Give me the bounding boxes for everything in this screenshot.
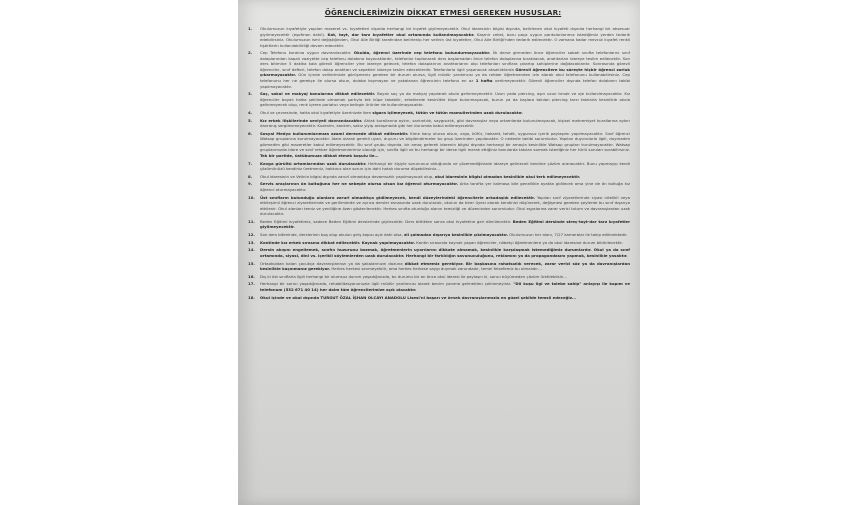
rule-emphasis: Beden Eğitimi dersinde streç-tayt-dar tarz kıyafetler giyilmeyecektir. <box>260 218 630 230</box>
rule-number: 6. <box>248 130 253 136</box>
rule-emphasis: "Dil kuşu ilgi ve talebe sahip" anlayışı ile kapım ve telefonum (532 671 40 14) her daim tüm öğrencilerimize açık olacaktır. <box>260 281 630 292</box>
rule-number: 1. <box>248 26 253 31</box>
rule-segment: Herhangi bir kişiyle sorununuz olduğunda ve çözemediğinizde idareye gelinecek kendine çözüm aranacaktır. Bunu yapmayıp kendi çözümünüzü kendiniz üretmeniz, hakkınız olan sorun için dahi hatalı duruma düşebilirsiniz… <box>260 160 630 172</box>
rule-item <box>248 118 630 129</box>
rule-item <box>248 181 630 192</box>
rule-item <box>248 219 630 230</box>
rule-emphasis: Kot, tayt, dar tarz kıyafetler okul ortamında kullanılmayacaktır. <box>327 31 475 37</box>
rule-segment: Ahlak kurallarına aykırı, sarkıntılık, saygısızlık, gibi davranışlar veya ortamlarda bulunulmayacak, kişisel mahremiyet kurallarına aykırı davranış sergilenmeyecektir. Kuzenim, kankim, sakız yiyip anlaşmadık gibi her durumda kabul edilmeyecektir. <box>260 117 630 129</box>
rule-segment: Beden Eğitimi kıyafetimiz, sadece Beden Eğitimi derslerinde giyilecektir. Ders bittikten sonra okul kıyafetine geri dönülecektir. <box>260 218 513 224</box>
rule-emphasis: Görevli öğrencilere bu süreçte hiçbir öğrenci zorluk çıkarmayacaktır. <box>260 66 630 78</box>
rule-emphasis: sigara içilmeyecek, tütün ve tütün mamullerinden uzak durulacaktır. <box>372 109 523 115</box>
rule-text <box>260 281 630 292</box>
rule-number: 12. <box>248 232 255 238</box>
rule-segment: verilmeyecektir. Görevli öğrenciler dışında telefon dolabının takibi yapılmayacaktır. <box>260 78 630 89</box>
rule-number: 13. <box>248 239 255 245</box>
rule-item <box>248 195 630 217</box>
rule-emphasis: Servis araçlarının ön koltuğuna her ne sebeple olursa olsun kız öğrenci oturmayacaktır. <box>260 181 458 187</box>
rule-emphasis: Sosyal Medya kullanımlarımıza azami derecede dikkat edilecektir. <box>260 130 409 136</box>
rule-number: 16. <box>248 273 255 279</box>
rule-emphasis: Üst sınıfların bulunduğu alanlara zarurî olmadıkça gidilmeyecek, kendi düzeylerindeki öğrencilerle arkadaşlık edilecektir. <box>260 194 535 200</box>
rule-segment: Okulumuzun kıyafetiyle yapılan mazeret vs. kıyafetleri dışında herhangi bir kıyafet giyilmeyecektir. Okul idaresinin bilgisi dışında, belirlenen okul kıyafeti dışında herhangi bir aksesuar giyilmeyecektir (eşofman dahil). <box>260 26 630 37</box>
rule-item <box>248 26 630 48</box>
rule-text <box>260 26 630 48</box>
rule-text <box>260 131 630 159</box>
rule-segment: Okulumuzun her alanı, 7/27 kameralar ile takip edilmektedir. <box>507 232 628 238</box>
rule-text <box>260 181 630 192</box>
rule-segment: Kantin sırasında kaynak yapan öğrenciler, nöbetçi öğretmenlere ya da okul idaresine durum bildirilecektir. <box>415 239 623 245</box>
rule-emphasis: zil çalmadan dışarıya kesinlikle çıkılmayacaktır. <box>404 232 508 238</box>
rule-number: 15. <box>248 260 255 266</box>
rule-item <box>248 247 630 258</box>
rule-segment: Ortaokuldan kalan çocukça davranışlarınızı ya da şakalarınızın dozuna <box>260 260 405 266</box>
rule-text <box>260 232 630 238</box>
rule-item <box>248 274 630 280</box>
rule-segment: Boyalı saç ya da makyaj yapılarak okula gelinmeyecektir. Uzun yada piercing, aşırı uzun tırnak ve oje kullanılmayacaktır. Kız öğrenciler boyalı halka şeklinde olmamak şartıyla tek küpe takabilir, erkeklerde kesinlikle küpe bulunmayacak, burun ya da kaşlara takılan piercing tarzı takılarla kesinlikle okula gelinmeyecek olup, renk içeren parlatıcı veya belirgin ürünler de kullanılmayacaktır. <box>260 91 631 108</box>
rule-text <box>260 261 630 272</box>
rule-segment: Arka tarafta yer kalmasa bile genellikle ayakta gidilecek ama yine de ön koltuğa kız öğrenci oturmayacaktır. <box>260 181 630 192</box>
rule-segment: Kime karşı olursa olsun, argo, küfür, hakaret, tehdit, uygunsuz içerik paylaşımı yapılmayacaktır. Sınıf öğrenci Watsap gruplarına kurulmayacaktır. İdare olarak gerekli uyarı, duyuru ve bilgilendirmeler bu grup üzerinden yapılacaktır. O nedenle takibi sorumludur. Yapılan duyurularla ilgili, duymadım görmedim gibi mazeretler kabul edilmeyecektir. Bu sınıf grubu dışında, bir amaç gelerek idarenin bilgisi dışında herhangi bir amaçla kesinlikle Watsap grupları kurulmayacaktır. Watsap gruplarımızda idare ve sınıf rehber öğretmenlerimiz olacağı için, sınıfla ilgili ve bu herhangi bir derse ilgili merak ettiğiniz konularda takılan sormak istediğiniz her türlü soruları sorabilirsiniz. <box>260 130 630 153</box>
rule-item <box>248 91 630 108</box>
rule-emphasis: Saç, sakal ve makyaj konularına dikkat edilecektir. <box>260 91 376 97</box>
rule-emphasis: okul idaresinin bilgisi olmadan kesinlikle okul terk edilmeyecektir. <box>434 173 581 179</box>
rule-number: 11. <box>248 218 255 224</box>
rule-item <box>248 281 630 292</box>
background-left <box>0 0 238 505</box>
rule-emphasis: Dersin akışını engellemek, sınıfın huzurunu bozmak, öğretmenlerin uyarılarını dikkate almamak, kesinlikle karşılaşmak istemediğimiz durumlardır. Okul ya da sınıf ortamında, siyasi, dini vs. içerikli söylemlerden uzak durulacaktır. Herhangi bir farklılığın savunuculuğunu, reklamını ya da propagandasını yapmak, kesinlikle yasaktır. <box>260 247 630 258</box>
rule-number: 4. <box>248 109 253 115</box>
rule-item <box>248 295 630 301</box>
rule-item <box>248 131 630 159</box>
rule-text <box>260 195 630 217</box>
rule-text <box>260 247 630 258</box>
rule-segment: Okul idaresinin ve Velinin bilgisi dışında zarurî olmadıkça devamsızlık yapılmayacak olup, <box>260 173 435 179</box>
rule-item <box>248 240 630 246</box>
rule-emphasis: Kız erkek ilişkilerinde seviyeli davranılacaktır. <box>260 117 363 123</box>
rule-text <box>260 219 630 230</box>
rule-text <box>260 274 630 280</box>
rule-text <box>260 118 630 129</box>
rule-emphasis: Okul içinde ve okul dışında TURGUT ÖZAL İŞHAN OLCAYI ANADOLU Lisesi'ni başarı ve örnek davranışlarımızla en güzel şekilde temsil edeceğiz… <box>260 294 576 300</box>
rule-segment: Cep Telefonu kuralına uygun davranılacaktır. <box>260 50 354 56</box>
rule-segment: Dış ki üst sınıflarla ilgili herhangi bir olumsuz durum yaşadığınızda, bu durumu bir an önce okul idaresi ile paylaşın ki, sorun büyümeden çözüm üretilebilsin… <box>260 273 568 279</box>
rule-text <box>260 295 630 301</box>
rule-item <box>248 161 630 172</box>
rule-text <box>260 110 630 116</box>
rule-text <box>260 50 630 89</box>
rule-item <box>248 50 630 89</box>
rule-item <box>248 174 630 180</box>
rule-segment: Gün içinde velilerimizle görüşmeniz gereken bir durum olursa, ilgili müdür yardımcısı ya da rehber öğretmenden izin alarak okul telefonunu kullanabilirsiniz. Cep telefonunu her ne gerekçe ile olursa olsun, dolaba koymayan ve yakalanan öğrencinin telefonu en az <box>260 72 630 84</box>
rule-emphasis: Kaynak yapılmayacaktır. <box>361 239 415 245</box>
rule-number: 3. <box>248 91 253 97</box>
background-right <box>640 0 860 505</box>
rule-segment: Okul ve çevresinde, hatta okul kıyafetiyle üzerinizde iken <box>260 109 373 115</box>
rule-item <box>248 232 630 238</box>
rule-emphasis: Okulda, öğrenci üzerinde cep telefonu bulundurmayacaktır. <box>353 50 491 56</box>
rule-text <box>260 91 630 108</box>
rule-number: 10. <box>248 194 255 200</box>
rule-text <box>260 161 630 172</box>
rule-text <box>260 240 630 246</box>
rule-number: 8. <box>248 173 253 179</box>
rule-number: 2. <box>248 50 253 56</box>
rule-number: 17. <box>248 281 255 287</box>
rule-text <box>260 174 630 180</box>
rule-item <box>248 261 630 272</box>
rules-list <box>248 26 630 302</box>
rule-number: 7. <box>248 160 253 166</box>
rule-emphasis: dikkat etmemiz gerekiyor. Bir başkasına rahatsızlık verecek, zarar verici söz ya da davranışlardan kesinlikle kaçınmanız gerekiyor. <box>260 260 630 272</box>
rule-emphasis: Kantinde kız erkek sırasına dikkat edilecektir. <box>260 239 362 245</box>
rule-segment: Kaşmir ceket, boru paça uygun pantolonlarımız istediğimiz yerden tedarik edebilirsiniz. Okulumuzun ismi değiştiğinden, Okul Aile Birliği tarafından belirlenip her velinin üst kıyafetler, Okul Aile Birliği'nden tedarik edilecektir. O zamana kadar mevcut kıyafet renkli tişörtlerin kullanılabilirliği devam edecektir. <box>260 31 630 48</box>
rule-emphasis: Tek bir partide, üstübumuza dikkat etmek koşulu ile… <box>260 152 379 158</box>
rule-number: 14. <box>248 247 255 253</box>
rule-number: 18. <box>248 294 255 300</box>
document-page <box>238 0 640 505</box>
rule-emphasis: Kavga gürültü ortamlarından uzak durulacaktır. <box>260 160 367 166</box>
page-title: ÖĞRENCİLERİMİZİN DİKKAT ETMESİ GEREKEN HUSUSLAR: <box>324 8 562 17</box>
rule-emphasis: 1 hafta <box>475 78 493 84</box>
rule-number: 5. <box>248 117 253 123</box>
rule-segment: Son ders bitiminde, derslerinin boş olup okulun giriş kapısı açık dahi olsa, <box>260 232 405 238</box>
rule-segment: Yapılan sınıf ziyaretlerinde siyasi nitelikli veya etkileşimli öğrenci ziyaretlerinde ve gerilimlerde ve ayrıca dersler esnasında uzak durulacak, okulun da birer üyesi olarak kendinizi düşünerek, değişmesi gereken şeylerde bu sınıf dışarıya etkilenir. Okul alanları temiz ve yeniliğine özen gösterilecektir. Herkes sınıfta oturduğu alanın temizliği ve düzeninden sorumludur. Okul eşyalarına zarar verici tutum ve davranışlardan uzak durulacaktır. <box>260 194 630 217</box>
rule-segment: İlk derse girmeden önce öğrenciler sabah sınıfta telefonlarını sınıf dolaplarından kapalı vaziyette cep telefonu dolabına koyacaklardır, telefonlar toplanarak ders başlamadan önce telefon dolaplarına bırakılacak, anahtarları idareye teslim edilecektir. Son ders bitimine 5 dakika kala görevli öğrenciler yine idareye gelecek, telefon dolaplarının anahtarlarını alıp telefonları sınıflara çıkartıp sahiplerine dağıtacaklardır. Sonrasında görevli öğrenciler, sınıf defteri, telefon dolap anahtarı ve sepetleri idareye teslim edeceklerdir. Telefonlarla ilgili yaşanacak aksaklıklarda <box>260 50 630 72</box>
rule-item <box>248 110 630 116</box>
rule-segment: Herhangi bir sorun yaşadığınızda, rehabilitasyonunuzla ilgili müdür yardımcısı olarak benim yanıma gelmekten çekinmeyiniz. <box>260 281 514 287</box>
rule-number: 9. <box>248 181 253 187</box>
rule-segment: Herkes herkesi sevmeyebilir, ama herkes herkese saygı duymak zorundadır, temel felsefemiz bu olmalıdır… <box>330 266 542 272</box>
